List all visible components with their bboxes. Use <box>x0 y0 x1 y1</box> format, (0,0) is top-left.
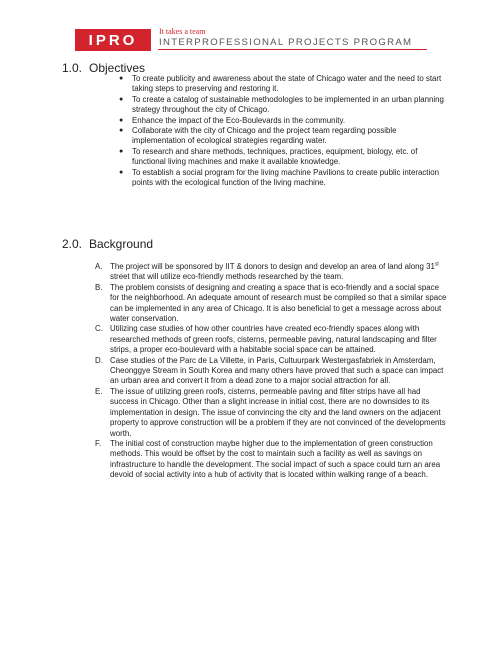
list-item <box>119 147 449 168</box>
list-item-text: To create a catalog of sustainable methodologies to be implemented in an urban planning strategy throughout the city of Chicago. <box>132 94 444 115</box>
section-number: 1.0. <box>62 61 83 75</box>
list-item-text: Collaborate with the city of Chicago and the project team regarding possible implementation of ecological strategies regarding water. <box>132 126 397 146</box>
section-number: 2.0. <box>62 237 83 251</box>
list-item <box>95 356 447 387</box>
program-name: INTERPROFESSIONAL PROJECTS PROGRAM <box>159 37 413 48</box>
list-item-text: Utilizing case studies of how other countries have created eco-friendly spaces along with researched methods of green roofs, cisterns, permeable paving, natural landscaping and filter strips, a proper eco-boulevard with a habitable social space can be attained. <box>110 324 437 355</box>
list-letter: D. <box>95 355 103 365</box>
list-item <box>95 324 447 355</box>
objectives-list <box>119 74 449 188</box>
bullet-icon: ● <box>119 147 124 155</box>
list-item-text: The problem consists of designing and creating a space that is eco-friendly and a social space for the neighborhood. An adequate amount of research must be compiled so that a similar space can be implemented in any area of Chicago. It is also beneficial to get a message across about water conservation. <box>110 282 447 324</box>
list-item-text: To research and share methods, techniques, practices, equipment, biology, etc. of functional living machines and make it available knowledge. <box>132 146 418 167</box>
section-title: Background <box>89 237 154 251</box>
list-letter: A. <box>95 262 103 271</box>
list-item <box>95 439 447 481</box>
list-letter: E. <box>95 386 103 396</box>
list-letter: C. <box>95 324 103 334</box>
list-item-text: The project will be sponsored by IIT & donors to design and develop an area of land along 31 <box>110 262 435 271</box>
ipro-logo <box>75 29 151 51</box>
bullet-icon: ● <box>119 127 124 135</box>
list-item-text: Enhance the impact of the Eco-Boulevards in the community. <box>132 115 346 125</box>
list-item-text: To establish a social program for the living machine Pavilions to create public interaction points with the ecological function of the living machine. <box>132 167 440 188</box>
list-letter: B. <box>95 282 103 292</box>
list-item <box>95 283 447 325</box>
bullet-icon: ● <box>119 116 124 124</box>
ordinal-suffix: st <box>434 261 439 268</box>
section-heading-objectives <box>62 61 145 75</box>
list-item <box>119 95 449 116</box>
list-item-text: Case studies of the Parc de La Villette, in Paris, Cultuurpark Westergasfabriek in Amsterdam, Cheonggye Stream in South Korea and many others have proved that such a space can impact an urban area and convert it from a dead zone to a major social attraction for all. <box>110 355 444 386</box>
list-item <box>119 168 449 189</box>
tagline: It takes a team <box>159 27 206 36</box>
list-item-text-continued: street that will utilize eco-friendly methods researched by the team. <box>110 272 344 282</box>
bullet-icon: ● <box>119 75 124 82</box>
list-item-text: The issue of utilizing green roofs, cisterns, permeable paving and filter strips have all had success in Chicago. Other than a slight increase in initial cost, there are no downsides to its implementation in design. The issue of convincing the city and the land owners on the adjacent property to approve construction will be a problem if they are not convinced of the developments worth. <box>110 386 446 438</box>
section-title: Objectives <box>89 61 146 75</box>
list-letter: F. <box>95 438 102 448</box>
list-item-text: The initial cost of construction maybe higher due to the implementation of green construction methods. This would be offset by the cost to maintain such a facility as well as savings on infrastructure to handle the development. The social impact of such a space could turn an area devoid of social activity into a hub of activity that is located within walking range of a beach. <box>110 438 441 480</box>
list-item <box>95 387 447 439</box>
bullet-icon: ● <box>119 168 124 176</box>
list-item <box>95 262 447 283</box>
list-item <box>119 126 449 147</box>
logo-text: IPRO <box>88 31 138 49</box>
list-item <box>119 74 449 95</box>
header-divider <box>158 49 427 50</box>
list-item <box>119 116 449 126</box>
list-item-text: To create publicity and awareness about the state of Chicago water and the need to start taking steps to preserving and restoring it. <box>132 74 442 94</box>
background-list <box>95 262 447 481</box>
section-heading-background <box>62 237 153 251</box>
bullet-icon: ● <box>119 95 124 103</box>
